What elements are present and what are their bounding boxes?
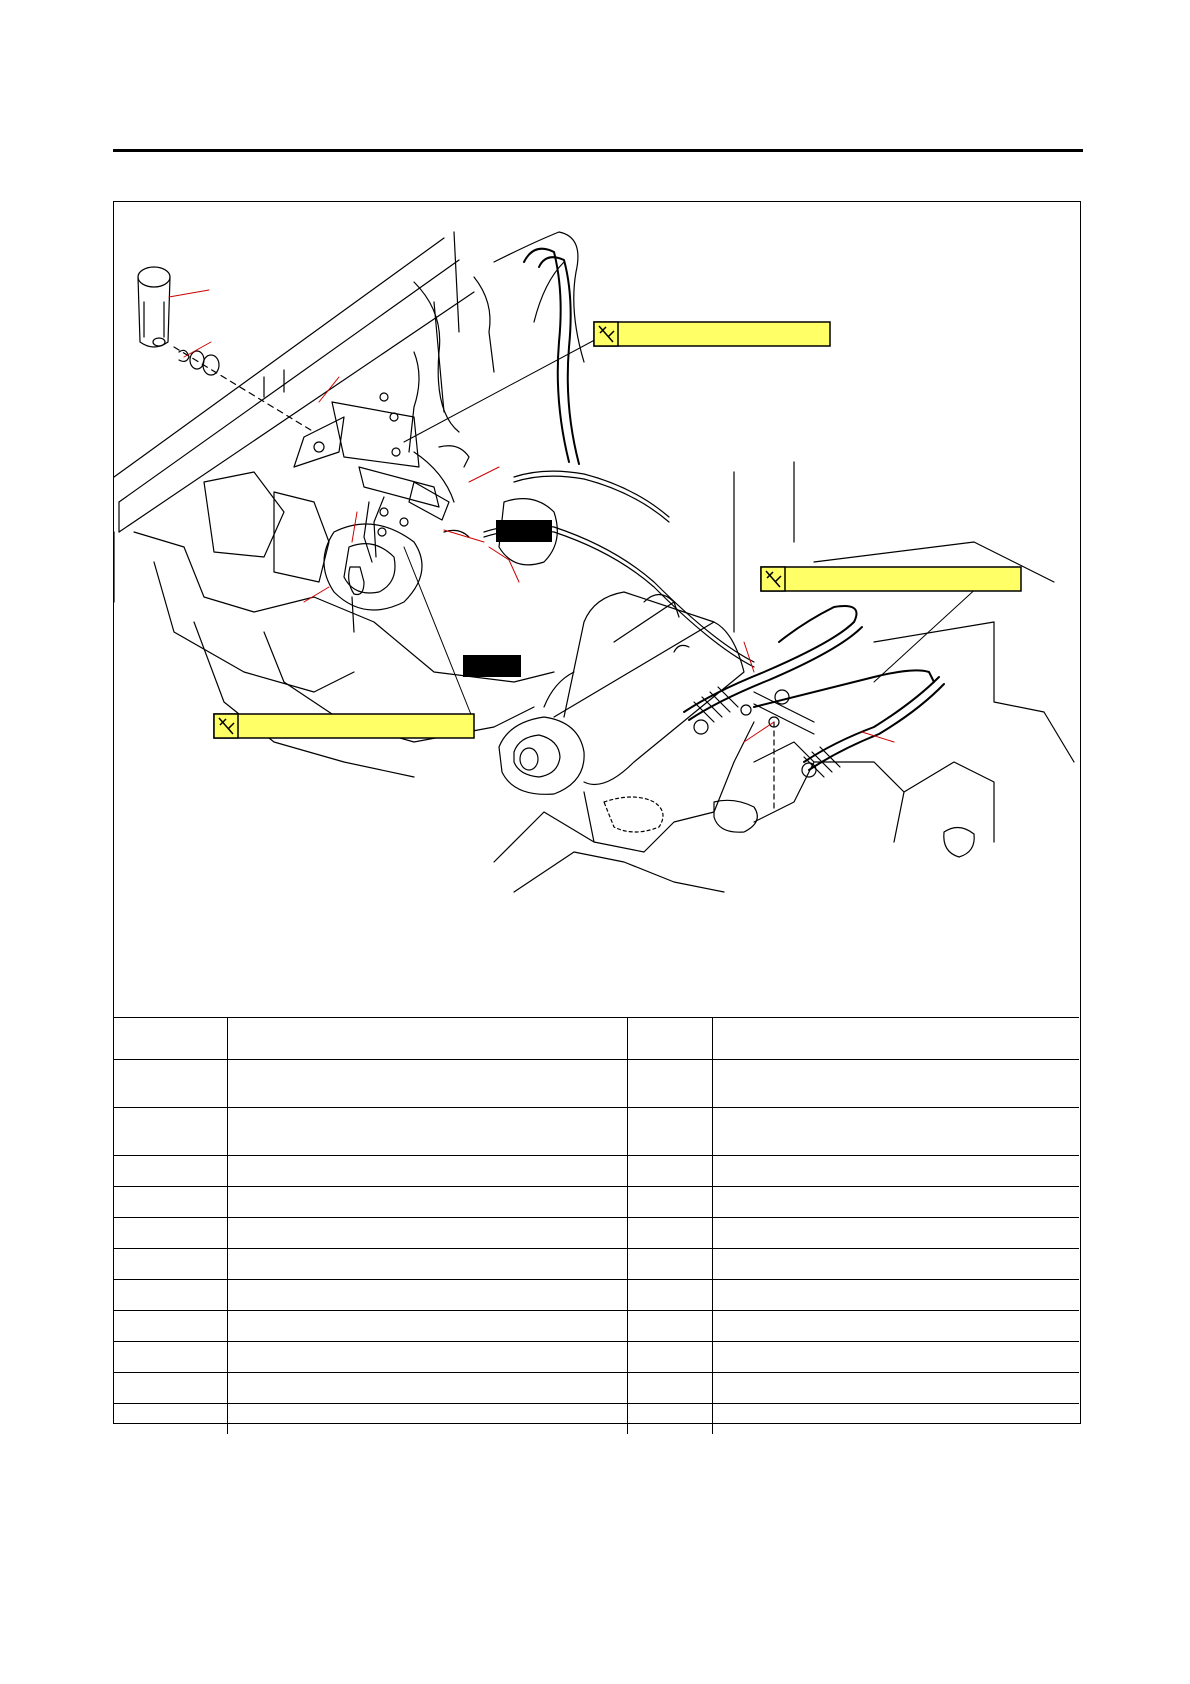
table-cell <box>227 1404 627 1435</box>
table-cell <box>114 1404 227 1435</box>
table-row <box>114 1311 1079 1342</box>
table-cell <box>227 1280 627 1311</box>
table-cell <box>627 1404 712 1435</box>
table-cell <box>712 1060 1079 1108</box>
throttle-grip <box>138 267 314 432</box>
torque-label-3 <box>214 714 474 738</box>
black-tag-1 <box>496 520 552 542</box>
black-tag-2 <box>463 655 521 677</box>
table-row <box>114 1156 1079 1187</box>
table-cell <box>227 1060 627 1108</box>
table-cell <box>712 1311 1079 1342</box>
table-cell <box>627 1311 712 1342</box>
table-row <box>114 1018 1079 1060</box>
figure-frame <box>113 201 1081 1424</box>
table-cell <box>712 1108 1079 1156</box>
table-cell <box>627 1280 712 1311</box>
table-cell <box>712 1249 1079 1280</box>
table-cell <box>627 1156 712 1187</box>
table-row <box>114 1060 1079 1108</box>
table-cell <box>712 1404 1079 1435</box>
table-cell <box>627 1249 712 1280</box>
table-row <box>114 1373 1079 1404</box>
table-cell <box>712 1342 1079 1373</box>
table-row <box>114 1280 1079 1311</box>
throttle-cables <box>484 249 754 667</box>
table-cell <box>712 1018 1079 1060</box>
header-rule <box>113 149 1083 152</box>
table-cell <box>227 1311 627 1342</box>
table-cell <box>627 1018 712 1060</box>
table-cell <box>712 1280 1079 1311</box>
table-cell <box>114 1018 227 1060</box>
engine-assembly <box>494 542 1074 892</box>
table-cell <box>114 1108 227 1156</box>
table-cell <box>114 1156 227 1187</box>
table-cell <box>627 1342 712 1373</box>
table-cell <box>627 1373 712 1404</box>
table-cell <box>227 1249 627 1280</box>
table-cell <box>114 1060 227 1108</box>
table-cell <box>712 1156 1079 1187</box>
table-cell <box>227 1218 627 1249</box>
table-cell <box>227 1156 627 1187</box>
table-row <box>114 1108 1079 1156</box>
table-row <box>114 1249 1079 1280</box>
frame-rails <box>114 232 584 777</box>
table-cell <box>227 1373 627 1404</box>
table-cell <box>227 1108 627 1156</box>
table-row <box>114 1187 1079 1218</box>
torque-label-2 <box>761 567 1021 591</box>
table-cell <box>712 1187 1079 1218</box>
bracket-assembly <box>294 393 469 632</box>
table-cell <box>114 1342 227 1373</box>
table-cell <box>114 1218 227 1249</box>
table-row <box>114 1218 1079 1249</box>
table-cell <box>227 1018 627 1060</box>
table-cell <box>712 1218 1079 1249</box>
table-row <box>114 1404 1079 1435</box>
table-row <box>114 1342 1079 1373</box>
table-cell <box>114 1280 227 1311</box>
table-cell <box>114 1249 227 1280</box>
table-cell <box>227 1342 627 1373</box>
table-cell <box>627 1218 712 1249</box>
table-cell <box>712 1373 1079 1404</box>
table-cell <box>627 1060 712 1108</box>
table-cell <box>627 1108 712 1156</box>
table-cell <box>227 1187 627 1218</box>
table-cell <box>114 1187 227 1218</box>
torque-label-1 <box>594 322 830 346</box>
table-cell <box>114 1311 227 1342</box>
table-cell <box>627 1187 712 1218</box>
exploded-parts-diagram <box>114 202 1079 952</box>
parts-table <box>114 1017 1079 1434</box>
table-cell <box>114 1373 227 1404</box>
